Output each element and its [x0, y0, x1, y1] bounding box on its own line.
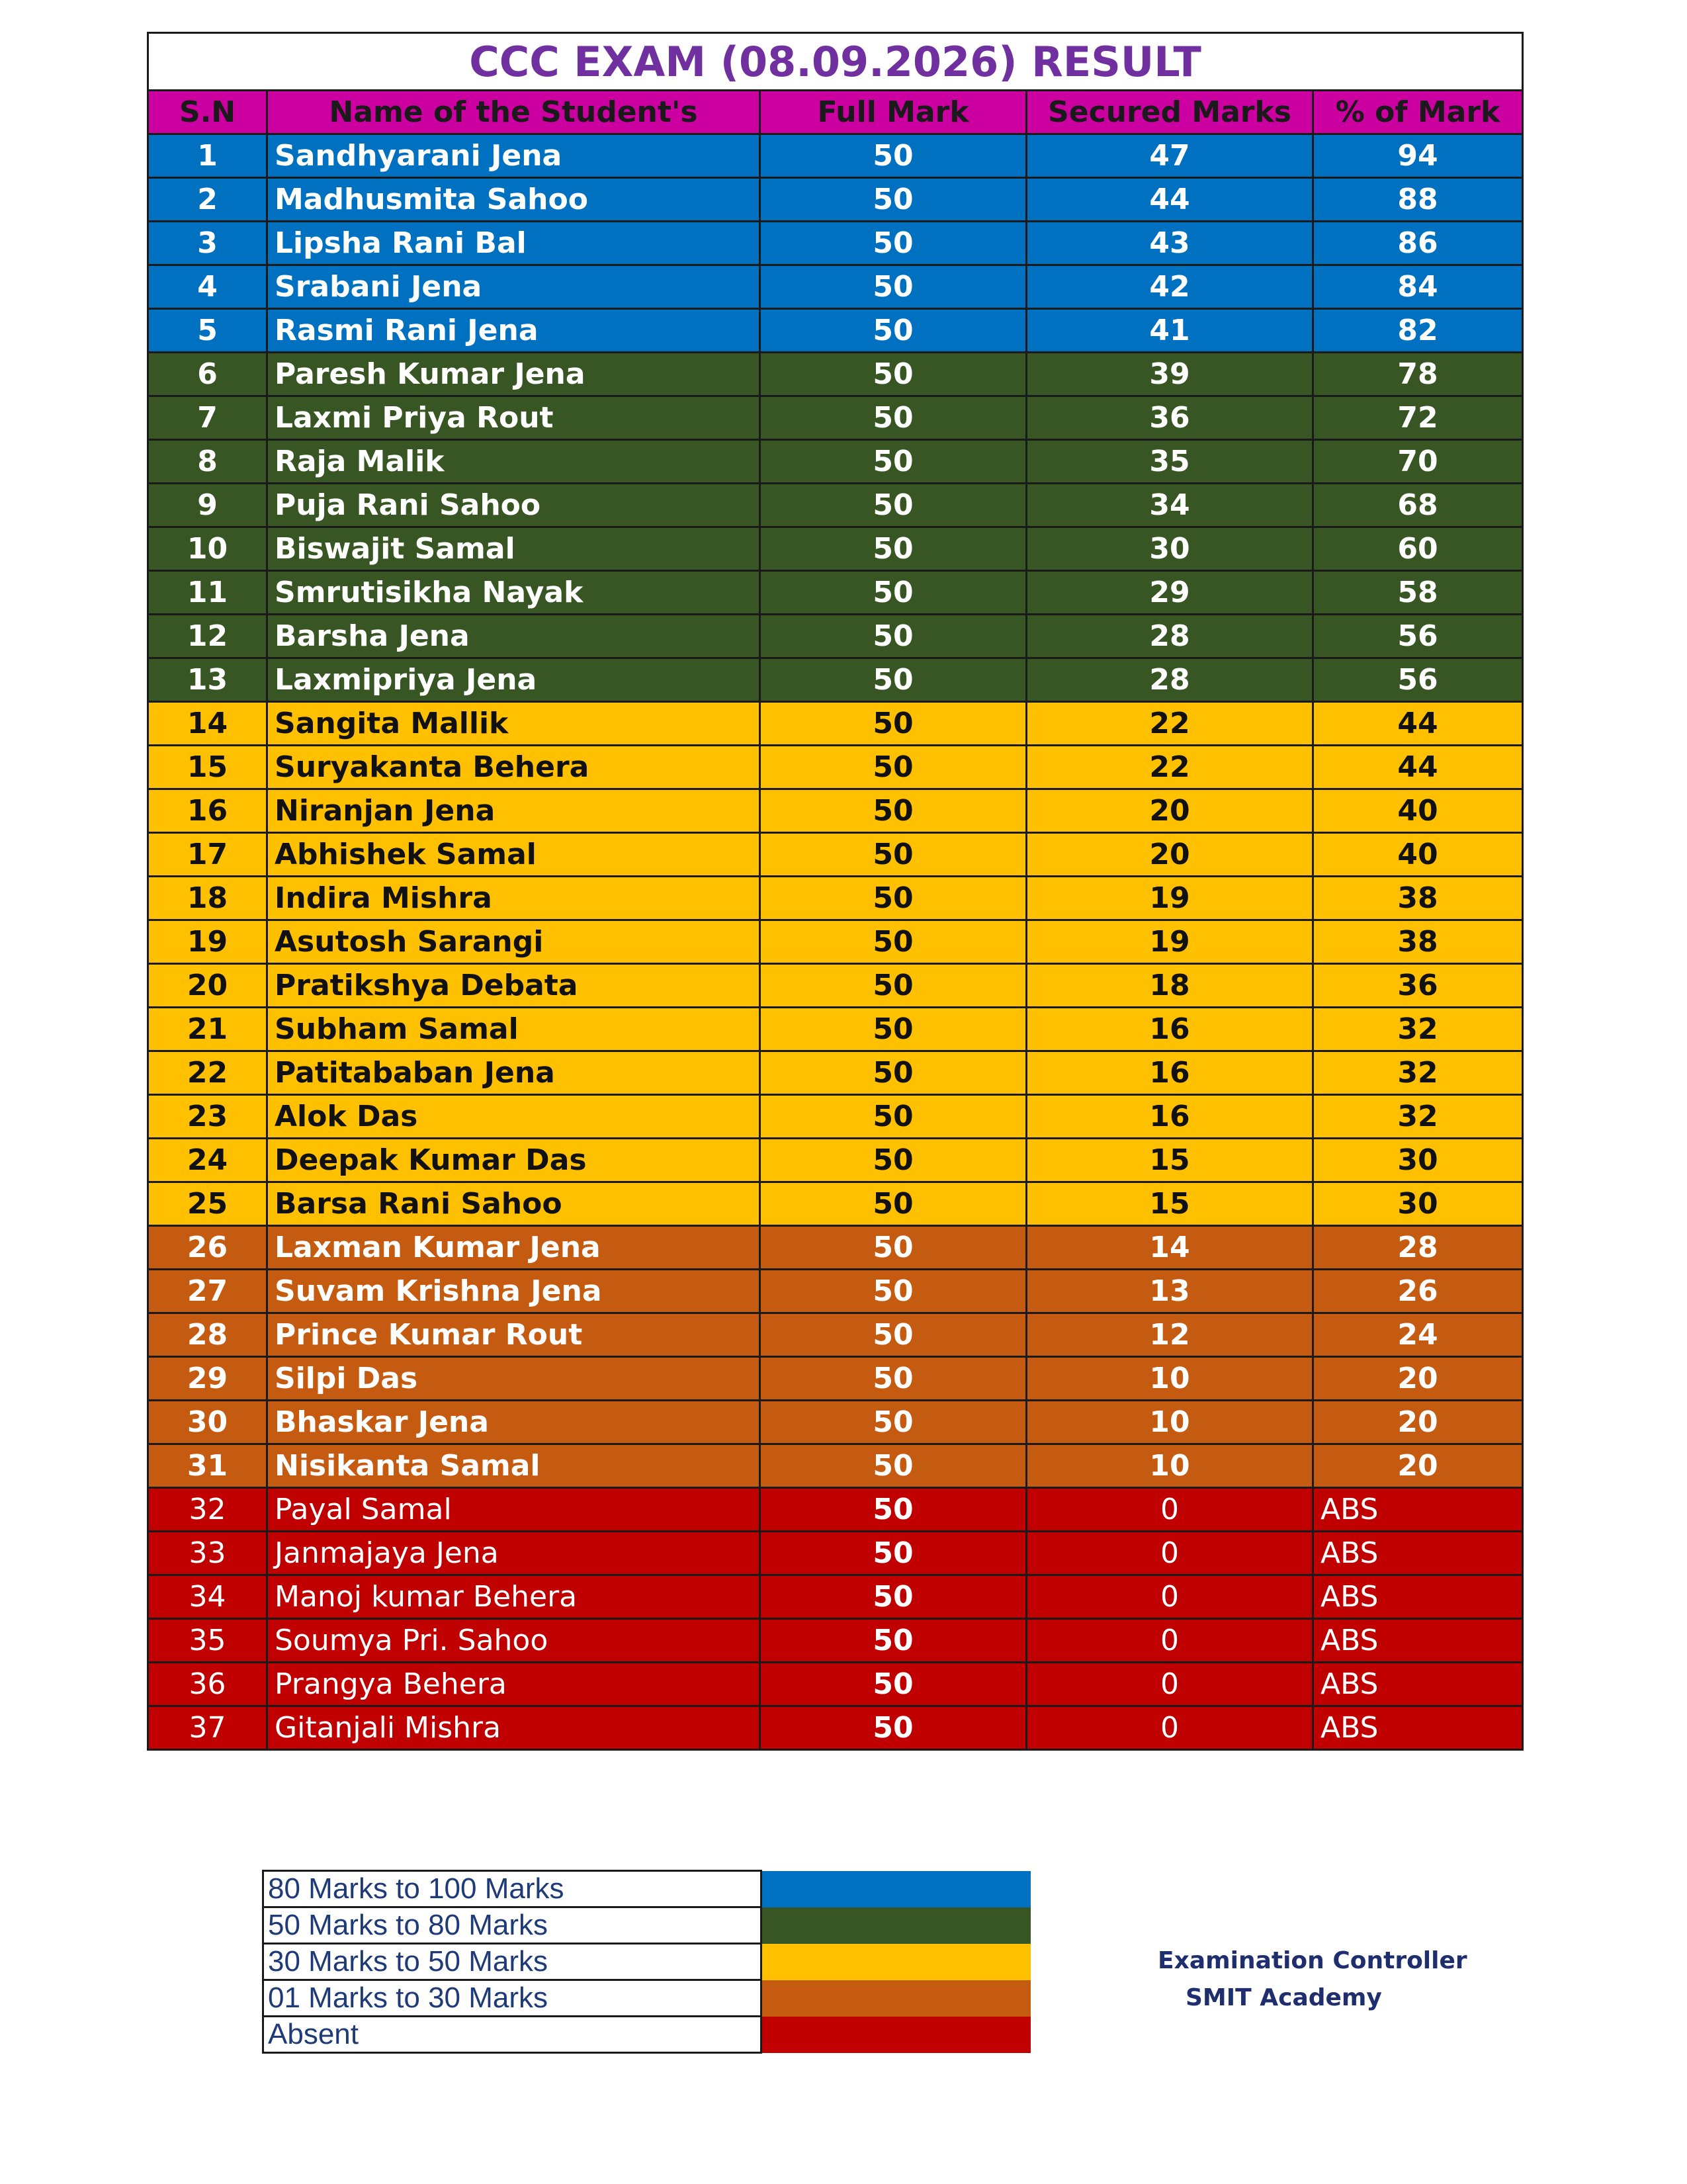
cell-name: Laxmi Priya Rout — [267, 396, 760, 440]
cell-sn: 13 — [148, 658, 267, 702]
cell-full-mark: 50 — [760, 789, 1027, 833]
cell-name: Pratikshya Debata — [267, 964, 760, 1008]
color-legend — [262, 1870, 1031, 2054]
cell-name: Patitababan Jena — [267, 1051, 760, 1095]
cell-full-mark: 50 — [760, 1619, 1027, 1663]
cell-full-mark: 50 — [760, 1139, 1027, 1182]
cell-secured-marks: 42 — [1027, 265, 1313, 309]
legend-item — [263, 1907, 1031, 1944]
cell-sn: 9 — [148, 484, 267, 527]
cell-percent: ABS — [1313, 1706, 1523, 1750]
cell-name: Lipsha Rani Bal — [267, 222, 760, 265]
cell-sn: 34 — [148, 1575, 267, 1619]
table-row — [148, 353, 1523, 396]
cell-percent: 60 — [1313, 527, 1523, 571]
cell-sn: 30 — [148, 1401, 267, 1444]
page-title: CCC EXAM (08.09.2026) RESULT — [148, 33, 1523, 91]
cell-percent: 20 — [1313, 1357, 1523, 1401]
cell-name: Manoj kumar Behera — [267, 1575, 760, 1619]
table-row — [148, 746, 1523, 789]
cell-sn: 12 — [148, 615, 267, 658]
table-row — [148, 265, 1523, 309]
cell-sn: 17 — [148, 833, 267, 877]
cell-secured-marks: 16 — [1027, 1095, 1313, 1139]
cell-secured-marks: 13 — [1027, 1270, 1313, 1313]
table-row — [148, 1444, 1523, 1488]
legend-item — [263, 2017, 1031, 2053]
cell-sn: 36 — [148, 1663, 267, 1706]
cell-percent: 20 — [1313, 1444, 1523, 1488]
cell-secured-marks: 39 — [1027, 353, 1313, 396]
cell-percent: 56 — [1313, 658, 1523, 702]
table-row — [148, 527, 1523, 571]
cell-name: Madhusmita Sahoo — [267, 178, 760, 222]
cell-percent: 32 — [1313, 1051, 1523, 1095]
cell-sn: 15 — [148, 746, 267, 789]
cell-percent: 78 — [1313, 353, 1523, 396]
cell-name: Raja Malik — [267, 440, 760, 484]
cell-name: Bhaskar Jena — [267, 1401, 760, 1444]
cell-sn: 29 — [148, 1357, 267, 1401]
cell-name: Biswajit Samal — [267, 527, 760, 571]
cell-secured-marks: 12 — [1027, 1313, 1313, 1357]
cell-full-mark: 50 — [760, 1401, 1027, 1444]
cell-name: Soumya Pri. Sahoo — [267, 1619, 760, 1663]
cell-secured-marks: 15 — [1027, 1182, 1313, 1226]
legend-label: Absent — [263, 2017, 761, 2053]
header-secured-marks: Secured Marks — [1027, 91, 1313, 134]
cell-secured-marks: 0 — [1027, 1488, 1313, 1532]
table-row — [148, 702, 1523, 746]
cell-percent: 72 — [1313, 396, 1523, 440]
cell-percent: ABS — [1313, 1575, 1523, 1619]
cell-full-mark: 50 — [760, 178, 1027, 222]
cell-sn: 28 — [148, 1313, 267, 1357]
cell-full-mark: 50 — [760, 353, 1027, 396]
cell-secured-marks: 41 — [1027, 309, 1313, 353]
cell-sn: 16 — [148, 789, 267, 833]
cell-full-mark: 50 — [760, 1226, 1027, 1270]
cell-percent: 40 — [1313, 789, 1523, 833]
cell-name: Paresh Kumar Jena — [267, 353, 760, 396]
legend-swatch — [761, 1944, 1031, 1980]
cell-sn: 10 — [148, 527, 267, 571]
cell-full-mark: 50 — [760, 1444, 1027, 1488]
cell-sn: 22 — [148, 1051, 267, 1095]
header-name: Name of the Student's — [267, 91, 760, 134]
table-row — [148, 1357, 1523, 1401]
table-row — [148, 222, 1523, 265]
cell-sn: 23 — [148, 1095, 267, 1139]
cell-name: Abhishek Samal — [267, 833, 760, 877]
cell-full-mark: 50 — [760, 615, 1027, 658]
cell-percent: ABS — [1313, 1488, 1523, 1532]
legend-item — [263, 1871, 1031, 1907]
cell-secured-marks: 0 — [1027, 1706, 1313, 1750]
cell-name: Sangita Mallik — [267, 702, 760, 746]
cell-name: Barsa Rani Sahoo — [267, 1182, 760, 1226]
cell-secured-marks: 22 — [1027, 702, 1313, 746]
cell-sn: 26 — [148, 1226, 267, 1270]
cell-name: Subham Samal — [267, 1008, 760, 1051]
cell-name: Indira Mishra — [267, 877, 760, 920]
cell-percent: ABS — [1313, 1532, 1523, 1575]
cell-sn: 32 — [148, 1488, 267, 1532]
table-row — [148, 1532, 1523, 1575]
table-row — [148, 615, 1523, 658]
cell-percent: 36 — [1313, 964, 1523, 1008]
cell-name: Laxmipriya Jena — [267, 658, 760, 702]
cell-percent: ABS — [1313, 1663, 1523, 1706]
table-row — [148, 1139, 1523, 1182]
cell-name: Asutosh Sarangi — [267, 920, 760, 964]
cell-full-mark: 50 — [760, 527, 1027, 571]
cell-full-mark: 50 — [760, 134, 1027, 178]
cell-secured-marks: 0 — [1027, 1532, 1313, 1575]
cell-sn: 8 — [148, 440, 267, 484]
cell-secured-marks: 10 — [1027, 1357, 1313, 1401]
cell-name: Smrutisikha Nayak — [267, 571, 760, 615]
cell-name: Prince Kumar Rout — [267, 1313, 760, 1357]
cell-percent: 32 — [1313, 1095, 1523, 1139]
cell-secured-marks: 14 — [1027, 1226, 1313, 1270]
cell-name: Suryakanta Behera — [267, 746, 760, 789]
cell-percent: 44 — [1313, 746, 1523, 789]
table-row — [148, 1095, 1523, 1139]
cell-name: Suvam Krishna Jena — [267, 1270, 760, 1313]
cell-percent: 38 — [1313, 920, 1523, 964]
legend-label: 50 Marks to 80 Marks — [263, 1907, 761, 1944]
cell-full-mark: 50 — [760, 833, 1027, 877]
table-row — [148, 1182, 1523, 1226]
cell-percent: ABS — [1313, 1619, 1523, 1663]
cell-full-mark: 50 — [760, 1575, 1027, 1619]
cell-secured-marks: 36 — [1027, 396, 1313, 440]
table-row — [148, 1226, 1523, 1270]
cell-sn: 37 — [148, 1706, 267, 1750]
cell-sn: 35 — [148, 1619, 267, 1663]
cell-percent: 30 — [1313, 1139, 1523, 1182]
legend-swatch — [761, 2017, 1031, 2053]
cell-percent: 30 — [1313, 1182, 1523, 1226]
legend-label: 30 Marks to 50 Marks — [263, 1944, 761, 1980]
table-row — [148, 1488, 1523, 1532]
cell-full-mark: 50 — [760, 484, 1027, 527]
cell-secured-marks: 18 — [1027, 964, 1313, 1008]
cell-sn: 31 — [148, 1444, 267, 1488]
signature-block — [1158, 1943, 1467, 2017]
cell-full-mark: 50 — [760, 877, 1027, 920]
cell-secured-marks: 35 — [1027, 440, 1313, 484]
cell-full-mark: 50 — [760, 1488, 1027, 1532]
cell-name: Prangya Behera — [267, 1663, 760, 1706]
cell-secured-marks: 47 — [1027, 134, 1313, 178]
cell-percent: 56 — [1313, 615, 1523, 658]
cell-sn: 5 — [148, 309, 267, 353]
table-row — [148, 1051, 1523, 1095]
cell-full-mark: 50 — [760, 1663, 1027, 1706]
cell-secured-marks: 28 — [1027, 658, 1313, 702]
cell-sn: 33 — [148, 1532, 267, 1575]
cell-secured-marks: 34 — [1027, 484, 1313, 527]
cell-sn: 7 — [148, 396, 267, 440]
cell-sn: 4 — [148, 265, 267, 309]
cell-full-mark: 50 — [760, 1182, 1027, 1226]
cell-secured-marks: 16 — [1027, 1008, 1313, 1051]
cell-sn: 2 — [148, 178, 267, 222]
cell-percent: 24 — [1313, 1313, 1523, 1357]
table-row — [148, 789, 1523, 833]
cell-full-mark: 50 — [760, 1706, 1027, 1750]
table-row — [148, 309, 1523, 353]
table-row — [148, 1663, 1523, 1706]
cell-name: Puja Rani Sahoo — [267, 484, 760, 527]
cell-secured-marks: 30 — [1027, 527, 1313, 571]
cell-sn: 21 — [148, 1008, 267, 1051]
cell-name: Rasmi Rani Jena — [267, 309, 760, 353]
cell-full-mark: 50 — [760, 571, 1027, 615]
cell-percent: 68 — [1313, 484, 1523, 527]
cell-sn: 27 — [148, 1270, 267, 1313]
table-row — [148, 877, 1523, 920]
cell-name: Janmajaya Jena — [267, 1532, 760, 1575]
table-row — [148, 396, 1523, 440]
cell-full-mark: 50 — [760, 1095, 1027, 1139]
table-row — [148, 1706, 1523, 1750]
cell-full-mark: 50 — [760, 222, 1027, 265]
cell-full-mark: 50 — [760, 964, 1027, 1008]
cell-full-mark: 50 — [760, 396, 1027, 440]
signature-title: Examination Controller — [1158, 1947, 1467, 1974]
table-row — [148, 134, 1523, 178]
cell-name: Alok Das — [267, 1095, 760, 1139]
legend-swatch — [761, 1871, 1031, 1907]
cell-sn: 19 — [148, 920, 267, 964]
cell-name: Srabani Jena — [267, 265, 760, 309]
cell-full-mark: 50 — [760, 1051, 1027, 1095]
cell-full-mark: 50 — [760, 1532, 1027, 1575]
cell-name: Payal Samal — [267, 1488, 760, 1532]
header-percent: % of Mark — [1313, 91, 1523, 134]
cell-sn: 3 — [148, 222, 267, 265]
cell-full-mark: 50 — [760, 746, 1027, 789]
cell-secured-marks: 10 — [1027, 1444, 1313, 1488]
cell-percent: 28 — [1313, 1226, 1523, 1270]
cell-secured-marks: 16 — [1027, 1051, 1313, 1095]
result-table — [147, 32, 1524, 1751]
legend-swatch — [761, 1907, 1031, 1944]
cell-secured-marks: 10 — [1027, 1401, 1313, 1444]
table-row — [148, 178, 1523, 222]
cell-secured-marks: 19 — [1027, 877, 1313, 920]
cell-full-mark: 50 — [760, 309, 1027, 353]
cell-full-mark: 50 — [760, 1357, 1027, 1401]
cell-name: Laxman Kumar Jena — [267, 1226, 760, 1270]
cell-percent: 82 — [1313, 309, 1523, 353]
table-row — [148, 920, 1523, 964]
legend-label: 01 Marks to 30 Marks — [263, 1980, 761, 2017]
cell-secured-marks: 29 — [1027, 571, 1313, 615]
cell-sn: 25 — [148, 1182, 267, 1226]
table-row — [148, 440, 1523, 484]
cell-full-mark: 50 — [760, 1008, 1027, 1051]
table-row — [148, 571, 1523, 615]
cell-name: Nisikanta Samal — [267, 1444, 760, 1488]
cell-name: Barsha Jena — [267, 615, 760, 658]
cell-sn: 14 — [148, 702, 267, 746]
cell-secured-marks: 0 — [1027, 1575, 1313, 1619]
cell-secured-marks: 0 — [1027, 1619, 1313, 1663]
cell-name: Sandhyarani Jena — [267, 134, 760, 178]
legend-label: 80 Marks to 100 Marks — [263, 1871, 761, 1907]
cell-secured-marks: 15 — [1027, 1139, 1313, 1182]
header-row — [148, 91, 1523, 134]
cell-sn: 1 — [148, 134, 267, 178]
table-row — [148, 1619, 1523, 1663]
cell-sn: 11 — [148, 571, 267, 615]
cell-secured-marks: 0 — [1027, 1663, 1313, 1706]
cell-percent: 86 — [1313, 222, 1523, 265]
cell-secured-marks: 22 — [1027, 746, 1313, 789]
table-row — [148, 1270, 1523, 1313]
cell-percent: 20 — [1313, 1401, 1523, 1444]
cell-sn: 20 — [148, 964, 267, 1008]
cell-secured-marks: 19 — [1027, 920, 1313, 964]
cell-percent: 58 — [1313, 571, 1523, 615]
header-full-mark: Full Mark — [760, 91, 1027, 134]
table-row — [148, 1401, 1523, 1444]
table-row — [148, 1575, 1523, 1619]
cell-secured-marks: 44 — [1027, 178, 1313, 222]
table-row — [148, 964, 1523, 1008]
cell-percent: 26 — [1313, 1270, 1523, 1313]
cell-percent: 94 — [1313, 134, 1523, 178]
legend-item — [263, 1980, 1031, 2017]
cell-name: Deepak Kumar Das — [267, 1139, 760, 1182]
cell-name: Niranjan Jena — [267, 789, 760, 833]
cell-secured-marks: 28 — [1027, 615, 1313, 658]
cell-full-mark: 50 — [760, 658, 1027, 702]
legend-swatch — [761, 1980, 1031, 2017]
cell-full-mark: 50 — [760, 1270, 1027, 1313]
cell-full-mark: 50 — [760, 920, 1027, 964]
cell-secured-marks: 43 — [1027, 222, 1313, 265]
table-row — [148, 833, 1523, 877]
cell-name: Gitanjali Mishra — [267, 1706, 760, 1750]
cell-name: Silpi Das — [267, 1357, 760, 1401]
cell-full-mark: 50 — [760, 1313, 1027, 1357]
cell-sn: 6 — [148, 353, 267, 396]
table-row — [148, 658, 1523, 702]
signature-organization: SMIT Academy — [1186, 1984, 1382, 2011]
table-row — [148, 1008, 1523, 1051]
cell-sn: 24 — [148, 1139, 267, 1182]
header-sn: S.N — [148, 91, 267, 134]
cell-full-mark: 50 — [760, 440, 1027, 484]
cell-percent: 40 — [1313, 833, 1523, 877]
cell-percent: 84 — [1313, 265, 1523, 309]
result-rows — [148, 134, 1523, 1750]
cell-full-mark: 50 — [760, 265, 1027, 309]
cell-percent: 88 — [1313, 178, 1523, 222]
table-row — [148, 1313, 1523, 1357]
table-row — [148, 484, 1523, 527]
cell-percent: 70 — [1313, 440, 1523, 484]
cell-percent: 32 — [1313, 1008, 1523, 1051]
cell-percent: 44 — [1313, 702, 1523, 746]
cell-secured-marks: 20 — [1027, 789, 1313, 833]
cell-secured-marks: 20 — [1027, 833, 1313, 877]
cell-percent: 38 — [1313, 877, 1523, 920]
cell-full-mark: 50 — [760, 702, 1027, 746]
cell-sn: 18 — [148, 877, 267, 920]
legend-item — [263, 1944, 1031, 1980]
